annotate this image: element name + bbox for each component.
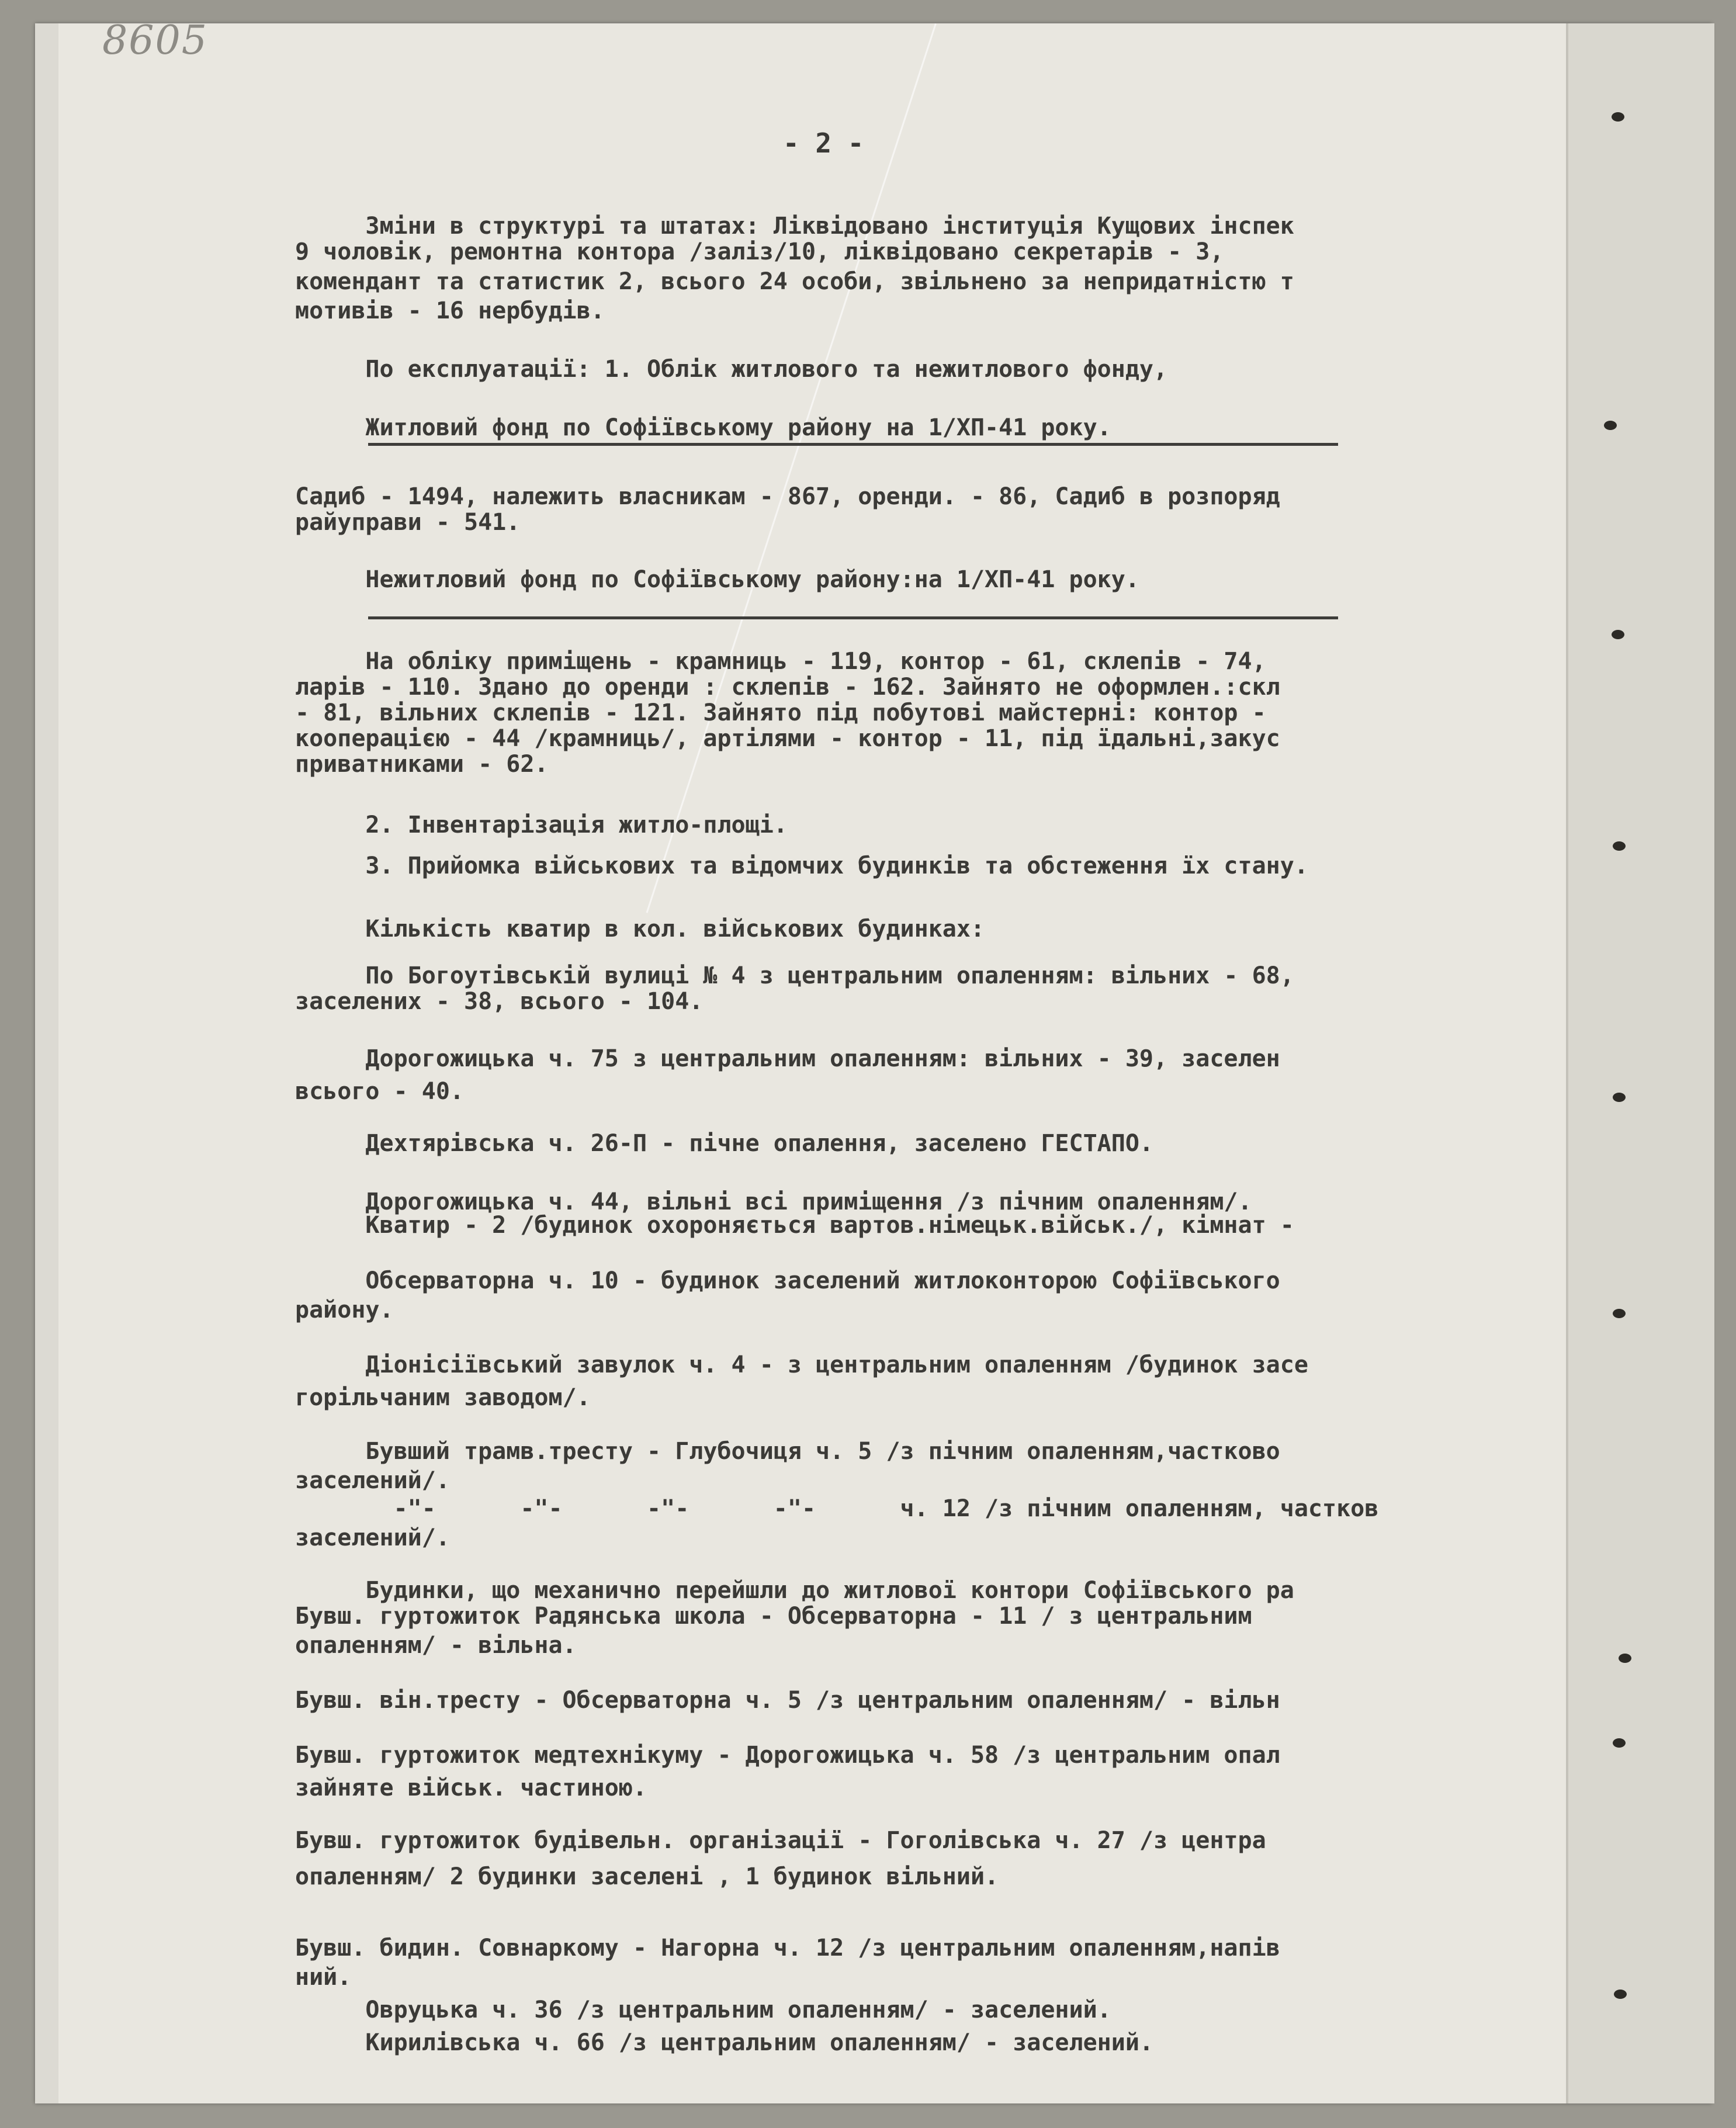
text-line: району. bbox=[295, 1297, 394, 1323]
section-heading: Житловий фонд по Софіївському району на 1/ХП-41 року. bbox=[295, 415, 1111, 441]
text-line: опаленням/ 2 будинки заселені , 1 будинок вільний. bbox=[295, 1864, 999, 1890]
text-line: Будинки, що механично перейшли до житлової контори Софіївського ра bbox=[295, 1578, 1294, 1603]
text-line: 9 чоловік, ремонтна контора /заліз/10, ліквідовано секретарів - 3, bbox=[295, 239, 1224, 265]
binding-strip bbox=[1566, 23, 1714, 2103]
text-line: 2. Інвентарізація житло-площі. bbox=[295, 812, 788, 838]
text-line: Обсерваторна ч. 10 - будинок заселений житлоконторою Софіївського bbox=[295, 1268, 1280, 1294]
text-line: Кватир - 2 /будинок охороняється вартов.німецьк.військ./, кімнат - bbox=[295, 1212, 1294, 1238]
text-line: приватниками - 62. bbox=[295, 751, 549, 777]
text-line: Дорогожицька ч. 75 з центральним опаленням: вільних - 39, заселен bbox=[295, 1046, 1280, 1072]
text-line: заселений/. bbox=[295, 1525, 450, 1551]
binding-hole bbox=[1613, 1738, 1626, 1748]
binding-hole bbox=[1613, 1093, 1626, 1102]
text-line: кооперацією - 44 /крамниць/, артілями - контор - 11, під їдальні,закус bbox=[295, 726, 1280, 751]
heading-underline bbox=[368, 443, 1338, 446]
text-line: Дехтярівська ч. 26-П - пічне опалення, заселено ГЕСТАПО. bbox=[295, 1131, 1154, 1156]
text-line: всього - 40. bbox=[295, 1079, 464, 1104]
text-line: Зміни в структурі та штатах: Ліквідовано інституція Кущових інспек bbox=[295, 213, 1294, 239]
page-number: - 2 - bbox=[783, 127, 864, 159]
binding-hole bbox=[1614, 1990, 1627, 1999]
binding-hole bbox=[1612, 630, 1624, 639]
text-line: зайняте військ. частиною. bbox=[295, 1775, 647, 1801]
text-line: Діонісіївський завулок ч. 4 - з центральним опаленням /будинок засе bbox=[295, 1352, 1308, 1378]
text-line: - 81, вільних склепів - 121. Зайнято під побутові майстерні: контор - bbox=[295, 700, 1266, 726]
text-line: По експлуатації: 1. Облік житлового та нежитлового фонду, bbox=[295, 356, 1168, 382]
text-line: мотивів - 16 нербудів. bbox=[295, 298, 605, 324]
binding-hole bbox=[1613, 841, 1626, 851]
text-line: заселених - 38, всього - 104. bbox=[295, 989, 704, 1014]
left-paper-edge bbox=[35, 23, 58, 2103]
text-line: На обліку приміщень - крамниць - 119, контор - 61, склепів - 74, bbox=[295, 649, 1266, 674]
text-line: Кирилівська ч. 66 /з центральним опаленням/ - заселений. bbox=[295, 2030, 1154, 2056]
text-line: опаленням/ - вільна. bbox=[295, 1633, 577, 1658]
binding-hole bbox=[1613, 1309, 1626, 1318]
text-line: Бувш. гуртожиток Радянська школа - Обсерваторна - 11 / з центральним bbox=[295, 1603, 1252, 1629]
text-line: заселений/. bbox=[295, 1468, 450, 1493]
text-line: 3. Прийомка військових та відомчих будинків та обстеження їх стану. bbox=[295, 853, 1308, 879]
text-line: По Богоутівській вулиці № 4 з центральним опаленням: вільних - 68, bbox=[295, 963, 1294, 989]
text-line: Бувш. гуртожиток медтехнікуму - Дорогожицька ч. 58 /з центральним опал bbox=[295, 1742, 1280, 1768]
text-line: Садиб - 1494, належить власникам - 867, оренди. - 86, Садиб в розпоряд bbox=[295, 484, 1280, 510]
binding-hole bbox=[1612, 112, 1624, 122]
text-line: Кількість кватир в кол. військових будинках: bbox=[295, 916, 985, 942]
text-line: Бувший трамв.тресту - Глубочиця ч. 5 /з пічним опаленням,частково bbox=[295, 1439, 1280, 1464]
text-line: комендант та статистик 2, всього 24 особи, звільнено за непридатністю т bbox=[295, 269, 1294, 294]
text-line: райуправи - 541. bbox=[295, 510, 521, 535]
text-line: Бувш. він.тресту - Обсерваторна ч. 5 /з центральним опаленням/ - вільн bbox=[295, 1687, 1280, 1713]
text-line: горільчаним заводом/. bbox=[295, 1385, 591, 1410]
text-line: -"- -"- -"- -"- ч. 12 /з пічним опаленням, частков bbox=[295, 1496, 1379, 1522]
text-line: Бувш. бидин. Совнаркому - Нагорна ч. 12 /з центральним опаленням,напів bbox=[295, 1935, 1280, 1961]
binding-hole bbox=[1619, 1654, 1631, 1663]
text-line: Дорогожицька ч. 44, вільні всі приміщення /з пічним опаленням/. bbox=[295, 1189, 1252, 1215]
text-line: ний. bbox=[295, 1964, 352, 1990]
section-heading: Нежитловий фонд по Софіївському району:на 1/ХП-41 року. bbox=[295, 567, 1139, 592]
text-line: Овруцька ч. 36 /з центральним опаленням/ - заселений. bbox=[295, 1997, 1111, 2023]
binding-hole bbox=[1604, 421, 1617, 430]
text-line: Бувш. гуртожиток будівельн. організації - Гоголівська ч. 27 /з центра bbox=[295, 1828, 1266, 1853]
heading-underline bbox=[368, 616, 1338, 619]
archive-number: 8605 bbox=[102, 18, 209, 64]
text-line: ларів - 110. Здано до оренди : склепів - 162. Зайнято не оформлен.:скл bbox=[295, 674, 1280, 700]
